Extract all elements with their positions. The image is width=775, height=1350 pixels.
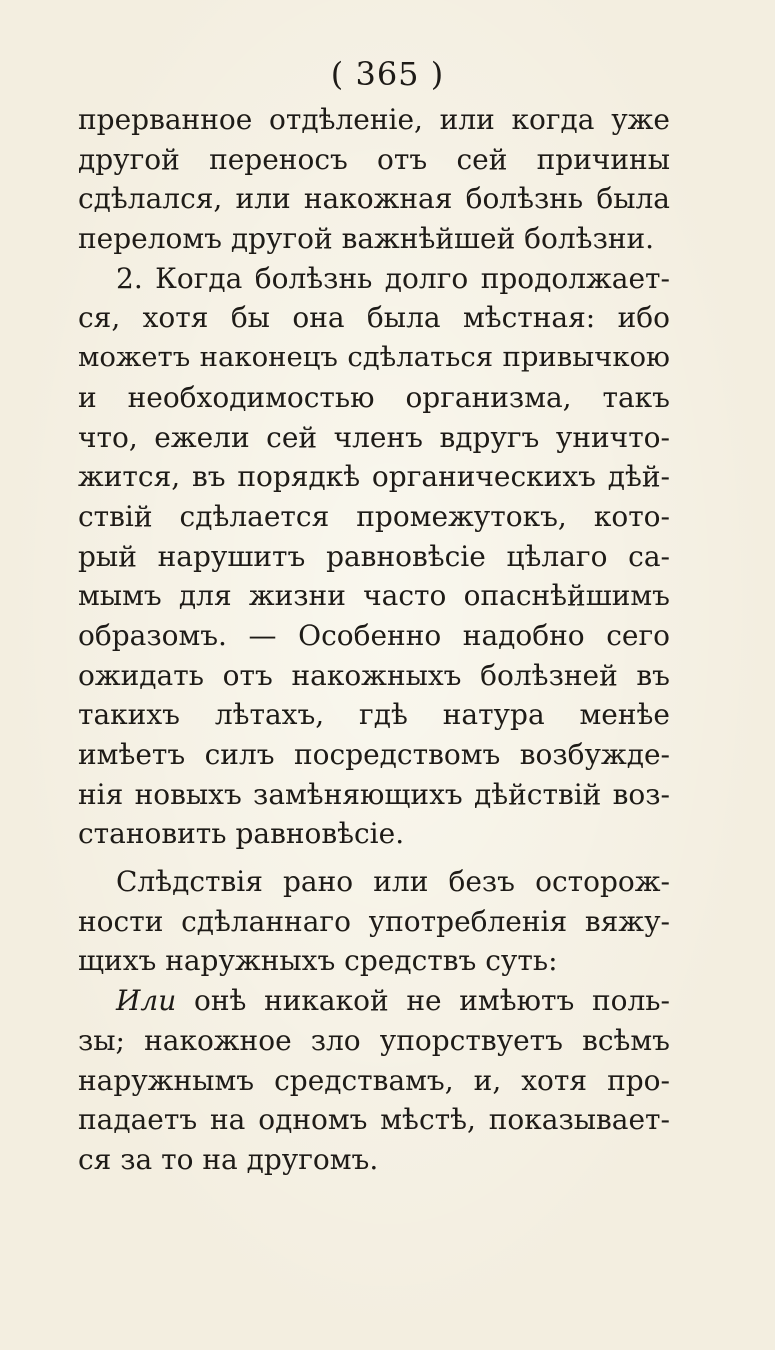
text-line: ся за то на другомъ. — [78, 1142, 379, 1176]
text-line: падаетъ на одномъ мѣстѣ, показывает- — [78, 1103, 670, 1137]
text-line: и необходимостью организма, такъ — [78, 380, 670, 414]
text-line: ности сдѣланнаго употребленія вяжу- — [78, 904, 670, 938]
text-line: образомъ. — Особенно надобно сего — [78, 618, 670, 652]
text-line: наружнымъ средствамъ, и, хотя про- — [78, 1063, 670, 1097]
text-line — [78, 981, 670, 1021]
paragraph-gap — [78, 854, 670, 862]
text-line: прерванное отдѣленіе, или когда уже — [78, 103, 670, 136]
page-number: ( 365 ) — [330, 55, 445, 93]
text-line: переломъ другой важнѣйшей болѣзни. — [78, 222, 655, 256]
text-line: такихъ лѣтахъ, гдѣ натура менѣе — [78, 698, 670, 732]
text-line: другой переносъ отъ сей причины — [78, 142, 670, 176]
text-line: имѣетъ силъ посредствомъ возбужде- — [78, 738, 670, 771]
text-fragment: онѣ никакой не имѣютъ поль- — [176, 984, 670, 1018]
text-line: щихъ наружныхъ средствъ суть: — [78, 944, 558, 978]
text-line: ся, хотя бы она была мѣстная: ибо — [78, 301, 670, 335]
text-line: ствій сдѣлается промежутокъ, кото- — [78, 499, 670, 533]
text-line: сдѣлался, или накожная болѣзнь была — [78, 182, 670, 216]
text-line: жится, въ порядкѣ органическихъ дѣй- — [78, 460, 670, 494]
text-line: ожидать отъ накожныхъ болѣзней въ — [78, 658, 670, 692]
text-line: Слѣдствія рано или безъ осторож- — [116, 865, 670, 899]
text-line: становить равновѣсіе. — [78, 817, 405, 851]
paragraph-2 — [78, 259, 670, 854]
text-block — [78, 100, 670, 1180]
text-line: можетъ наконецъ сдѣлаться привычкою — [78, 341, 670, 374]
text-line: нія новыхъ замѣняющихъ дѣйствій воз- — [78, 777, 670, 811]
text-line: мымъ для жизни часто опаснѣйшимъ — [78, 579, 670, 613]
paragraph-3 — [78, 862, 670, 981]
text-line: зы; накожное зло упорствуетъ всѣмъ — [78, 1023, 670, 1057]
emphasis-word: Или — [116, 984, 177, 1018]
text-line: что, ежели сей членъ вдругъ уничто- — [78, 420, 670, 454]
paragraph-1 — [78, 100, 670, 259]
text-line: 2. Когда болѣзнь долго продолжает- — [116, 261, 670, 295]
paragraph-4 — [78, 981, 670, 1179]
text-line: рый нарушитъ равновѣсіе цѣлаго са- — [78, 539, 670, 573]
